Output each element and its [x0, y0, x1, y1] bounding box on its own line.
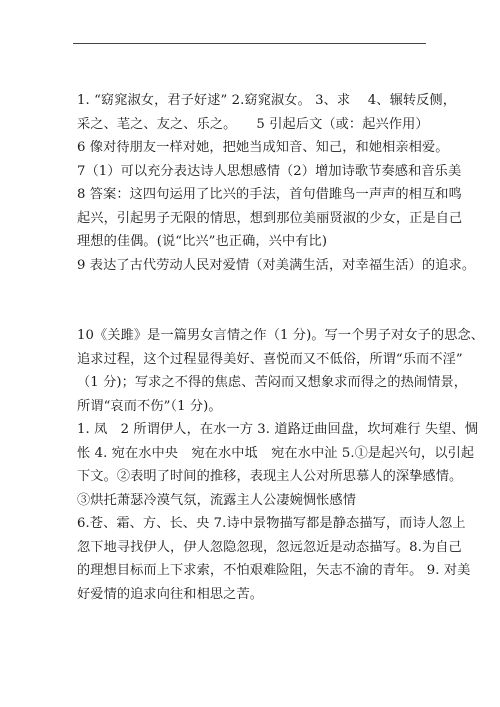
text-line: ③烘托萧瑟冷漠气氛，流露主人公凄婉惆怅感情	[77, 492, 357, 508]
text-line: 1. 凤 2 所谓伊人，在水一方 3. 道路迂曲回盘，坎坷难行 失望、惆	[77, 422, 478, 437]
answers-section-1	[77, 89, 476, 277]
text-line: 9 表达了古代劳动人民对爱情（对美满生活，对幸福生活）的追求。	[77, 257, 476, 273]
text-line: 10《关雎》是一篇男女言情之作（1 分)。写一个男子对女子的思念、	[77, 328, 485, 343]
text-line: 8 答案：这四句运用了比兴的手法，首句借雎鸟一声声的相互和鸣	[77, 187, 462, 202]
text-line: 1. “窈窕淑女，君子好逑” 2.窈窕淑女。 3、求 4、辗转反侧，	[77, 93, 457, 108]
text-line: 所谓“哀而不伤”（1 分)。	[77, 398, 222, 414]
text-line: 理想的佳偶。(说“比兴”也正确，兴中有比)	[77, 234, 328, 249]
text-line: 的理想目标而上下求索，不怕艰难险阻，矢志不渝的青年。 9. 对美	[77, 563, 471, 578]
text-line: 追求过程，这个过程显得美好、喜悦而又不低俗，所谓“乐而不淫”	[77, 351, 463, 367]
text-line: 起兴，引起男子无限的情思，想到那位美丽贤淑的少女，正是自己	[77, 210, 463, 226]
header-rule	[73, 43, 426, 44]
text-line: 6 像对待朋友一样对她，把她当成知音、知己，和她相亲相爱。	[77, 140, 449, 155]
text-line: 采之、芼之、友之、乐之。 5 引起后文（或：起兴作用）	[77, 116, 429, 132]
text-line: 怅 4. 宛在水中央 宛在水中坻 宛在水中沚 5.①是起兴句，以引起	[77, 445, 475, 461]
text-line: 7（1）可以充分表达诗人思想感情（2）增加诗歌节奏感和音乐美	[77, 163, 462, 179]
text-line: （1 分)；写求之不得的焦虑、苦闷而又想象求而得之的热闹情景，	[77, 375, 468, 390]
text-line: 好爱情的追求向往和相思之苦。	[77, 586, 264, 602]
text-line: 忽下地寻找伊人，伊人忽隐忽现，忽远忽近是动态描写。8.为自己	[77, 539, 462, 555]
text-line: 6.苍、霜、方、长、央 7.诗中景物描写都是静态描写，而诗人忽上	[77, 516, 466, 531]
text-line: 下文。②表明了时间的推移，表现主人公对所思慕人的深挚感情。	[77, 469, 463, 484]
answers-section-2	[77, 324, 485, 606]
